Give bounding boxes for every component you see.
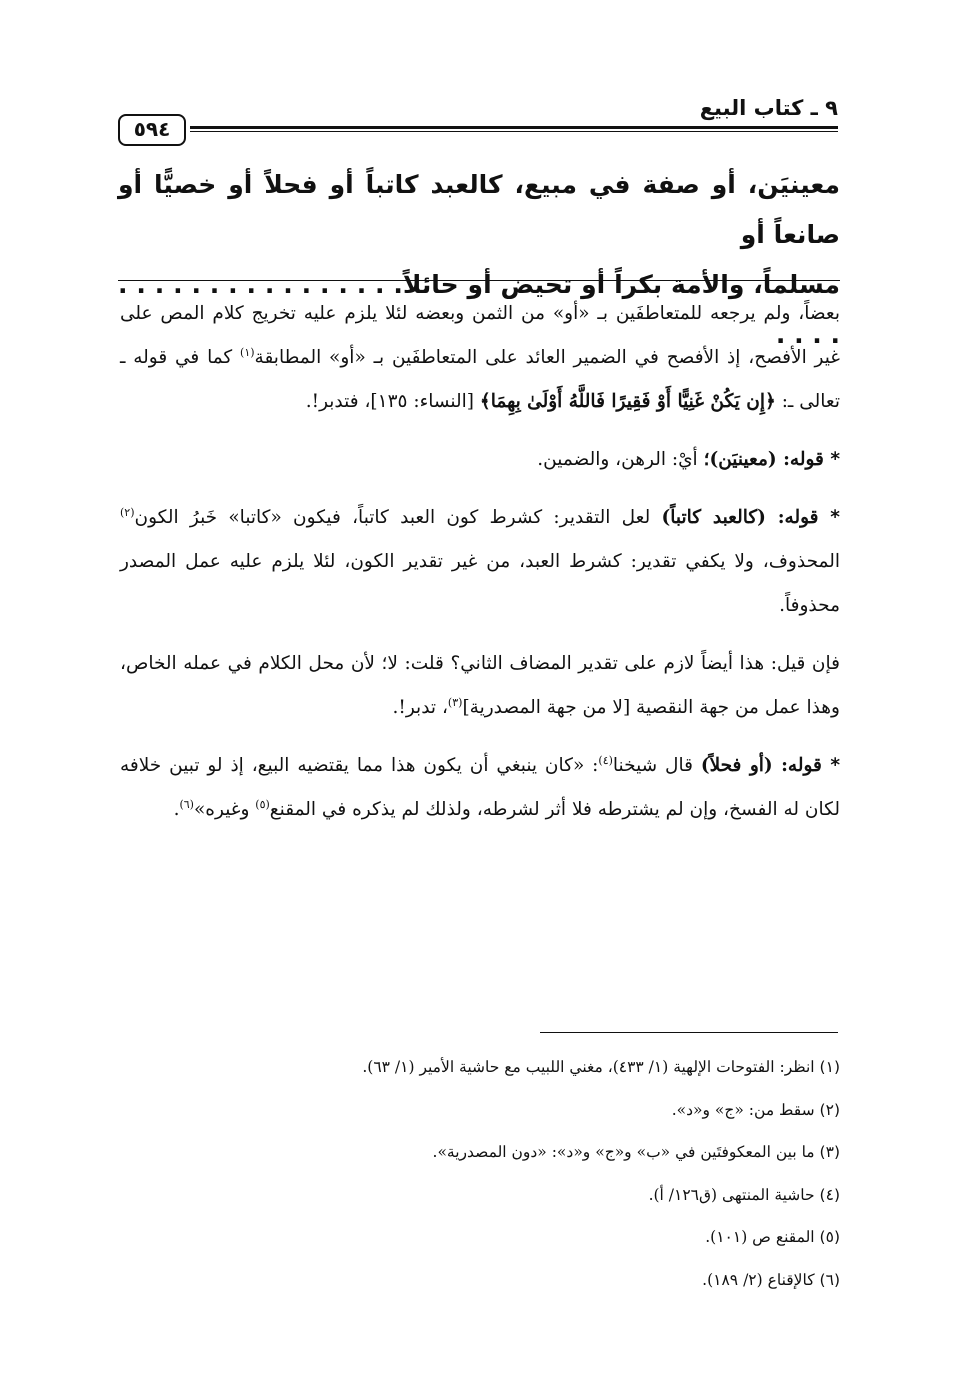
footnote-number: (٣) bbox=[819, 1143, 840, 1161]
footnote-ref: (٥) bbox=[255, 797, 270, 811]
page-number: ٥٩٤ bbox=[118, 114, 186, 146]
commentary-text: لعل التقدير: كشرط كون العبد كاتباً، فيكون «كاتبا» خَبرُ الكون bbox=[134, 507, 662, 528]
entry-star: * bbox=[823, 449, 840, 470]
footnote-text: ما بين المعكوفتَين في «ب» و«ج» و«د»: «دون المصدرية». bbox=[432, 1143, 815, 1161]
commentary-paragraph bbox=[120, 744, 840, 832]
footnote-ref: (٣) bbox=[447, 695, 463, 709]
quran-verse: ﴿إِن يَكُنْ غَنِيًّا أَوْ فَقِيرًا فَاللَّهُ أَوْلَىٰ بِهِمَا﴾ bbox=[479, 391, 776, 412]
footnote-text: كالإقناع (٢/ ١٨٩). bbox=[702, 1270, 815, 1289]
commentary-paragraph bbox=[120, 438, 840, 482]
footnote-text: سقط من: «ج» و«د». bbox=[671, 1100, 815, 1119]
commentary-text: فإن قيل: هذا أيضاً لازم على تقدير المضاف الثاني؟ قلت: لا؛ لأن محل الكلام في عمله الخاص، وهذا عمل من جهة النقصية [لا من جهة المصدرية] bbox=[120, 653, 840, 718]
footnote-number: (٦) bbox=[819, 1270, 840, 1289]
footnote-ref: (١) bbox=[240, 345, 255, 359]
commentary-paragraph bbox=[120, 292, 840, 424]
footnote-ref: (٢) bbox=[120, 505, 135, 519]
matn-line: معينيَن، أو صفة في مبيع، كالعبد كاتباً أو فحلاً أو خصيًّا أو صانعاً أو bbox=[118, 170, 840, 249]
commentary-text: قال شيخنا bbox=[612, 755, 701, 776]
commentary-paragraph bbox=[120, 496, 840, 628]
footnote-number: (٤) bbox=[819, 1185, 840, 1204]
footnote-ref: (٦) bbox=[179, 797, 194, 811]
commentary-text: وغيره» bbox=[193, 799, 256, 820]
matn-divider bbox=[118, 280, 840, 281]
commentary-text: : «كان ينبغي أن يكون هذا مما يقتضيه البيع، إذ لو تبين خلافه لكان له الفسخ، وإن لم يشترطه فلا أثر لشرطه، ولذلك لم يذكره في المقنع bbox=[120, 755, 840, 820]
commentary-text: أيْ: الرهن، والضمين. bbox=[537, 449, 704, 470]
footnote bbox=[120, 1131, 840, 1174]
footnote bbox=[120, 1259, 840, 1302]
footnote-text: حاشية المنتهى (ق١٢٦/ أ). bbox=[648, 1185, 815, 1204]
commentary-text: كما في قوله ـ تعالى ـ: bbox=[120, 347, 840, 412]
footnote-number: (١) bbox=[819, 1058, 840, 1076]
commentary-text: ، تدبر!. bbox=[392, 697, 448, 718]
footnote-text: انظر: الفتوحات الإلهية (١/ ٤٣٣)، مغني اللبيب مع حاشية الأمير (١/ ٦٣). bbox=[362, 1058, 815, 1076]
commentary-paragraph bbox=[120, 642, 840, 730]
footnotes bbox=[120, 1046, 840, 1301]
footnote bbox=[120, 1174, 840, 1217]
chapter-title: ٩ ـ كتاب البيع bbox=[699, 96, 838, 120]
entry-label: قوله: (كالعبد كاتباً) bbox=[661, 507, 819, 528]
entry-star: * bbox=[821, 755, 840, 776]
header-rule-thin bbox=[190, 131, 838, 132]
footnote bbox=[120, 1089, 840, 1132]
commentary-text: المحذوف، ولا يكفي تقدير: كشرط العبد، من غير تقدير الكون، لئلا يلزم عليه عمل المصدر محذوفاً. bbox=[120, 551, 840, 616]
commentary bbox=[120, 292, 840, 846]
footnote-divider bbox=[540, 1032, 838, 1033]
footnote-number: (٥) bbox=[819, 1228, 840, 1246]
entry-label: قوله: (معينيَن)؛ bbox=[703, 449, 824, 470]
entry-star: * bbox=[818, 507, 840, 528]
entry-label: قوله: (أو فحلاً) bbox=[700, 755, 822, 776]
footnote-ref: (٤) bbox=[598, 753, 613, 767]
verse-reference: [النساء: ١٣٥]، فتدبر!. bbox=[305, 391, 480, 412]
commentary-text: بعضاً، ولم يرجعه للمتعاطفَين بـ «أو» من الثمن وبعضه لئلا يلزم عليه تخريج كلام المص على غير الأفصح، إذ الأفصح في الضمير العائد على المتعاطفَين بـ «أو» المطابقة bbox=[120, 303, 840, 368]
footnote bbox=[120, 1216, 840, 1259]
footnote bbox=[120, 1046, 840, 1089]
commentary-text: . bbox=[173, 799, 180, 820]
matn-line: مسلماً، والأمة بكراً أو تحيض أو حائلاً. . . . . . . . . . . . . . . . . . . . bbox=[118, 270, 840, 349]
footnote-number: (٢) bbox=[819, 1100, 840, 1119]
header-rule bbox=[190, 126, 838, 129]
footnote-text: المقنع ص (١٠١). bbox=[705, 1228, 815, 1246]
page-header bbox=[118, 96, 838, 140]
